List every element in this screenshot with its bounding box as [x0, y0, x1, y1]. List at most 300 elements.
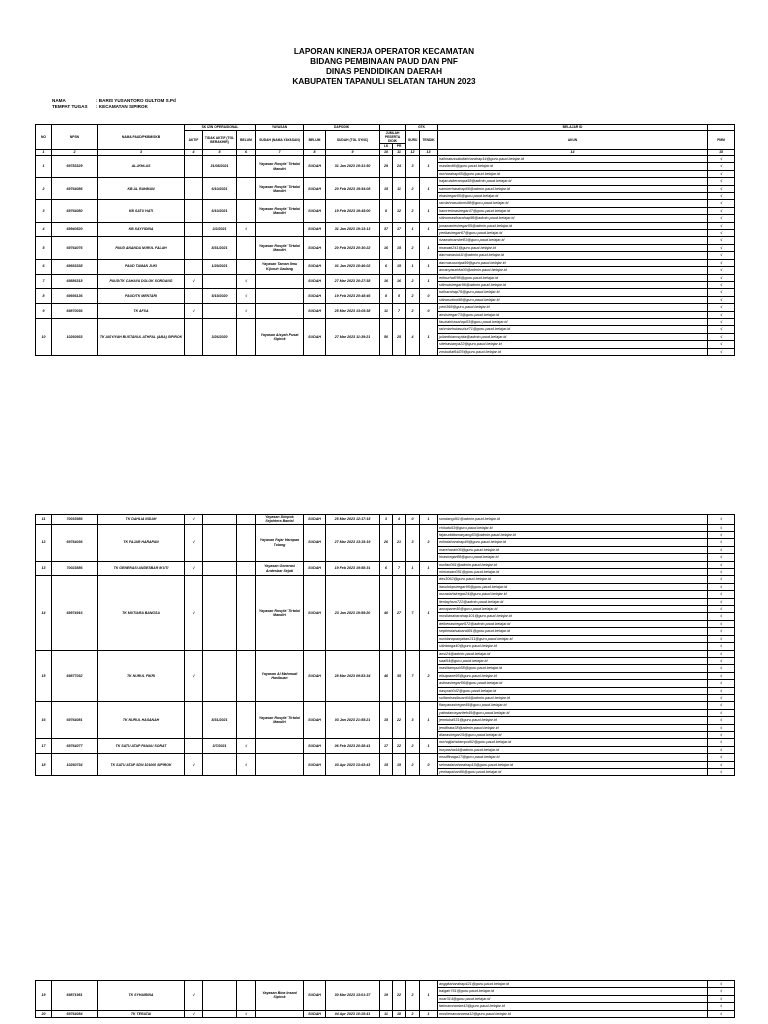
row-sk-tidak-aktif: 3/7/2021: [203, 739, 237, 754]
row-akun: erlinurhaR95@guru.paud.belajar.id: [438, 274, 708, 281]
row-akun: sitinurnasiharahap98@admin.paud.belajar.id: [438, 215, 708, 222]
row-pr: 5: [393, 289, 406, 304]
row-pmm-check: √: [708, 988, 735, 995]
row-pr: 21: [393, 524, 406, 561]
row-sk-belum: [237, 650, 256, 702]
row-pmm-check: √: [708, 628, 735, 635]
row-pr: 18: [393, 1010, 406, 1017]
row-pr: 22: [393, 702, 406, 739]
row-sync-date: 25 Mar 2023 12:17:15: [326, 515, 380, 525]
row-no: 12: [36, 524, 52, 561]
row-sk-tidak-aktif: [203, 304, 237, 319]
row-npsn: 69764081: [52, 702, 98, 739]
row-sync-date: 27 Mar 2023 11:39:21: [326, 318, 380, 355]
row-sk-tidak-aktif: 6/10/2021: [203, 200, 237, 222]
row-sk-aktif: √: [185, 754, 203, 776]
row-dapodik-status: SUDAH: [304, 259, 326, 274]
row-pmm-check: √: [708, 643, 735, 650]
row-pmm-check: √: [708, 185, 735, 192]
row-tendik: 0: [420, 754, 438, 776]
row-sk-belum: √: [237, 754, 256, 776]
row-akun: samberharahap66@admin.paud.belajar.id: [438, 185, 708, 192]
row-no: 17: [36, 739, 52, 754]
row-sk-aktif: [185, 259, 203, 274]
row-guru: 2: [406, 178, 420, 200]
col-pr: PR: [393, 144, 406, 150]
row-guru: 7: [406, 576, 420, 650]
row-sk-belum: [237, 156, 256, 178]
row-dapodik-status: SUDAH: [304, 650, 326, 702]
meta-tempat-value: : KECAMATAN SIPIROK: [96, 104, 148, 109]
row-dapodik-status: SUDAH: [304, 524, 326, 561]
row-pr: 35: [393, 650, 406, 702]
row-sk-aktif: [185, 739, 203, 754]
table-row: [36, 156, 735, 163]
row-dapodik-status: SUDAH: [304, 237, 326, 259]
row-dapodik-status: SUDAH: [304, 200, 326, 222]
row-yayasan: Yayasan Bina Insani Sipirok: [256, 981, 304, 1011]
row-no: 3: [36, 200, 52, 222]
row-sk-belum: [237, 200, 256, 222]
row-yayasan: Yayasan Taman Ilmu Kijuruh Gadang: [256, 259, 304, 274]
row-yayasan: Yayasan Aisyah Pusat Sipirok: [256, 318, 304, 355]
row-akun: nuraziahsiregar24@guru.paud.belajar.id: [438, 591, 708, 598]
row-akun: elisapane95@guru.paud.belajar.id: [438, 672, 708, 679]
row-dapodik-status: SUDAH: [304, 178, 326, 200]
row-sk-belum: [237, 702, 256, 739]
row-npsn: 69764080: [52, 200, 98, 222]
report-table-page-2: [35, 514, 735, 776]
row-pmm-check: √: [708, 200, 735, 207]
row-pr: 25: [393, 318, 406, 355]
row-pmm-check: √: [708, 274, 735, 281]
row-pmm-check: √: [708, 281, 735, 288]
row-lk: 17: [380, 739, 393, 754]
row-akun: rahmiarhutasuhut71@guru.paud.belajar.id: [438, 326, 708, 333]
col-gtk: GTK: [406, 125, 438, 131]
row-sk-tidak-aktif: 3/26/2020: [203, 318, 237, 355]
row-pmm-check: √: [708, 348, 735, 355]
row-yayasan: [256, 289, 304, 304]
row-pmm-check: √: [708, 333, 735, 340]
row-yayasan: Yayasan Rosyfa' Tirtaloi Mandiri: [256, 200, 304, 222]
row-akun: sondang461@admin.paud.belajar.id: [438, 515, 708, 525]
row-nama: KB SATU HATI: [98, 200, 185, 222]
col-tendik: TENDIK: [420, 131, 438, 150]
idx-cell: 3: [98, 150, 185, 156]
row-tendik: 1: [420, 156, 438, 178]
row-yayasan: Yayasan Rosyfa' Tirtaloi Mandiri: [256, 156, 304, 178]
row-pr: 12: [393, 200, 406, 222]
row-tendik: 0: [420, 304, 438, 319]
idx-cell: 4: [185, 150, 203, 156]
table-row: [36, 702, 735, 709]
row-guru: 2: [406, 289, 420, 304]
idx-cell: 7: [256, 150, 304, 156]
idx-cell: 9: [326, 150, 380, 156]
row-sync-date: 23 Jan 2023 19:59:20: [326, 576, 380, 650]
row-pr: 7: [393, 561, 406, 576]
row-akun: astinasiregar56@guru.paud.belajar.id: [438, 680, 708, 687]
col-sk: SK IZIN OPERASIONAL: [185, 125, 256, 131]
row-akun: saal54@guru.paud.belajar.id: [438, 657, 708, 664]
row-dapodik-status: SUDAH: [304, 515, 326, 525]
row-sk-aktif: √: [185, 524, 203, 561]
row-sync-date: 20 Feb 2023 19:54:08: [326, 178, 380, 200]
row-akun: jennluka531@guru.paud.belajar.id: [438, 717, 708, 724]
row-pmm-check: √: [708, 981, 735, 988]
row-pmm-check: √: [708, 769, 735, 776]
row-npsn: 69877032: [52, 650, 98, 702]
row-nama: TK SYHAIRINA: [98, 981, 185, 1011]
row-sk-aktif: √: [185, 274, 203, 289]
row-sk-aktif: [185, 222, 203, 237]
row-guru: 1: [406, 222, 420, 237]
row-npsn: 70033986: [52, 515, 98, 525]
row-pmm-check: √: [708, 754, 735, 761]
row-no: 16: [36, 702, 52, 739]
row-pmm-check: √: [708, 657, 735, 664]
row-pr: 7: [393, 304, 406, 319]
col-guru: GURU: [406, 131, 420, 150]
row-guru: 2: [406, 981, 420, 1011]
row-pmm-check: √: [708, 680, 735, 687]
row-pr: 27: [393, 576, 406, 650]
row-dapodik-status: SUDAH: [304, 576, 326, 650]
row-sk-tidak-aktif: [203, 561, 237, 576]
row-pmm-check: √: [708, 687, 735, 694]
row-nama: TK GENERASI ANDESBAR IKUTI: [98, 561, 185, 576]
col-tidak-aktif: TIDAK AKTIF (TGL BERAKHIR): [203, 131, 237, 150]
row-pmm-check: √: [708, 635, 735, 642]
row-lk: 50: [380, 318, 393, 355]
row-akun: yatindamayariteh45@guru.paud.belajar.id: [438, 709, 708, 716]
row-pr: 4: [393, 515, 406, 525]
row-nama: AL-IKHLAS: [98, 156, 185, 178]
row-lk: 3: [380, 515, 393, 525]
row-sync-date: 19 Feb 2023 20:48:46: [326, 289, 380, 304]
row-nama: TK MUTIARA BANGSA: [98, 576, 185, 650]
row-dapodik-status: SUDAH: [304, 739, 326, 754]
row-guru: 2: [406, 237, 420, 259]
idx-cell: 5: [203, 150, 237, 156]
meta-tempat: [52, 104, 148, 109]
col-pmm: PMM: [708, 131, 735, 150]
row-no: 7: [36, 274, 52, 289]
table-row: [36, 576, 735, 583]
row-npsn: 69783329: [52, 156, 98, 178]
row-lk: 19: [380, 981, 393, 1011]
row-nama: PAUD/TK CAHAYA DOLOK SORDANG: [98, 274, 185, 289]
row-sk-tidak-aktif: 8/31/2021: [203, 702, 237, 739]
row-sync-date: 19 Feb 2023 19:58:31: [326, 561, 380, 576]
row-akun: jonawaniesiregar55@admin.paud.belajar.id: [438, 222, 708, 229]
row-lk: 6: [380, 561, 393, 576]
row-lk: 16: [380, 237, 393, 259]
idx-cell: 11: [393, 150, 406, 156]
row-lk: 15: [380, 702, 393, 739]
row-akun: fianyanasiregar45@guru.paud.belajar.id: [438, 702, 708, 709]
row-yayasan: Yayasan Fajar Harapan Tolang: [256, 524, 304, 561]
col-nama: NAMA PAUD/PKBM/SKB: [98, 125, 185, 150]
row-sk-tidak-aktif: [203, 515, 237, 525]
row-akun: des3062@guru.paud.belajar.id: [438, 576, 708, 583]
row-sk-belum: [237, 524, 256, 561]
row-pmm-check: √: [708, 237, 735, 244]
row-sync-date: 03 Jan 2023 21:55:21: [326, 702, 380, 739]
row-pmm-check: √: [708, 591, 735, 598]
row-pmm-check: √: [708, 761, 735, 768]
row-tendik: 2: [420, 524, 438, 561]
meta-nama: [52, 98, 176, 103]
row-guru: 1: [406, 259, 420, 274]
row-lk: 40: [380, 576, 393, 650]
row-sync-date: 31 Jan 2023 19:13:13: [326, 222, 380, 237]
row-pmm-check: √: [708, 672, 735, 679]
row-tendik: 1: [420, 1010, 438, 1017]
row-pmm-check: √: [708, 746, 735, 753]
row-lk: 16: [380, 274, 393, 289]
row-dapodik-status: SUDAH: [304, 156, 326, 178]
col-no: NO: [36, 125, 52, 150]
row-lk: 8: [380, 289, 393, 304]
report-title-line-2: BIDANG PEMBINAAN PAUD DAN PNF: [310, 57, 458, 66]
row-pr: 17: [393, 222, 406, 237]
row-lk: 15: [380, 754, 393, 776]
row-pmm-check: √: [708, 311, 735, 318]
row-pr: 15: [393, 259, 406, 274]
row-nama: TK NURUL FIKRI: [98, 650, 185, 702]
row-pmm-check: √: [708, 583, 735, 590]
row-sk-belum: [237, 178, 256, 200]
row-sk-aktif: [185, 200, 203, 222]
row-sk-belum: √: [237, 739, 256, 754]
row-pmm-check: √: [708, 620, 735, 627]
row-sk-aktif: [185, 702, 203, 739]
row-no: 20: [36, 1010, 52, 1017]
table-row: [36, 289, 735, 296]
row-lk: 26: [380, 524, 393, 561]
row-tendik: 1: [420, 178, 438, 200]
row-pmm-check: √: [708, 650, 735, 657]
row-pmm-check: √: [708, 318, 735, 325]
row-sk-belum: [237, 259, 256, 274]
row-pmm-check: √: [708, 163, 735, 170]
row-pmm-check: √: [708, 1003, 735, 1010]
row-pmm-check: √: [708, 156, 735, 163]
row-sk-aktif: √: [185, 981, 203, 1011]
row-pr: 11: [393, 178, 406, 200]
idx-cell: 2: [52, 150, 98, 156]
row-nama: PAUD ANANDA NURUL FALAH: [98, 237, 185, 259]
row-akun: nurharahap65@guru.paud.belajar.id: [438, 170, 708, 177]
row-pmm-check: √: [708, 709, 735, 716]
row-sync-date: 27 Mar 2023 20:27:38: [326, 274, 380, 289]
row-dapodik-status: SUDAH: [304, 702, 326, 739]
row-sk-belum: √: [237, 1010, 256, 1017]
row-akun: nissiffinaga17@guru.paud.belajar.id: [438, 754, 708, 761]
row-akun: dianasiregar15@guru.paud.belajar.id: [438, 731, 708, 738]
row-akun: hajarulsiterampa58@admin.paud.belajar.id: [438, 178, 708, 185]
table-row: [36, 981, 735, 988]
row-yayasan: [256, 274, 304, 289]
row-pmm-check: √: [708, 252, 735, 259]
row-dapodik-status: SUDAH: [304, 754, 326, 776]
row-akun: darmasusoripa99@guru.paud.belajar.id: [438, 259, 708, 266]
row-akun: amanyaszirita00@admin.paud.belajar.id: [438, 267, 708, 274]
table-body-page-2: [36, 515, 735, 776]
row-tendik: 1: [420, 318, 438, 355]
row-pmm-check: √: [708, 515, 735, 525]
row-tendik: 0: [420, 289, 438, 304]
row-yayasan: [256, 754, 304, 776]
row-lk: 46: [380, 650, 393, 702]
row-akun: moslianaharahap101@guru.paud.belajar.id: [438, 613, 708, 620]
row-sk-aktif: [185, 237, 203, 259]
row-akun: rizawahrambe81@guru.paud.belajar.id: [438, 237, 708, 244]
row-akun: hurpasha44@admin.paud.belajar.id: [438, 746, 708, 753]
row-nama: TK TERATAI: [98, 1010, 185, 1017]
row-akun: ansisiregar73@guru.paud.belajar.id: [438, 311, 708, 318]
row-akun: julianthiarosyida@admin.paud.belajar.id: [438, 333, 708, 340]
row-sk-tidak-aktif: 5/19/2020: [203, 289, 237, 304]
row-nama: TK SATU ATAP SDN 101000 SIPIROK: [98, 754, 185, 776]
row-nama: PAUD/TK MENTARI: [98, 289, 185, 304]
row-sk-belum: [237, 237, 256, 259]
row-sk-tidak-aktif: 8/31/2021: [203, 237, 237, 259]
row-pmm-check: √: [708, 739, 735, 746]
row-sk-tidak-aktif: [203, 524, 237, 561]
row-npsn: 69974916: [52, 576, 98, 650]
row-guru: 2: [406, 274, 420, 289]
row-pmm-check: √: [708, 731, 735, 738]
row-sk-tidak-aktif: 31/08/2021: [203, 156, 237, 178]
row-tendik: 1: [420, 515, 438, 525]
row-guru: 0: [406, 515, 420, 525]
row-akun: hamreninasiregar47@guru.paud.belajar.id: [438, 207, 708, 214]
row-sk-tidak-aktif: 6/10/2021: [203, 178, 237, 200]
row-akun: rinawati241@guru.paud.belajar.id: [438, 244, 708, 251]
row-akun: itasulokpsiregar95@guru.paud.belajar.id: [438, 583, 708, 590]
row-sk-tidak-aktif: [203, 274, 237, 289]
row-guru: 7: [406, 650, 420, 702]
row-sk-aktif: [185, 289, 203, 304]
row-npsn: 70023886: [52, 561, 98, 576]
row-lk: 29: [380, 156, 393, 178]
idx-cell: 8: [304, 150, 326, 156]
row-npsn: 10260933: [52, 318, 98, 355]
table-row: [36, 178, 735, 185]
row-nama: TK SATU ATAP PANAU SORAT: [98, 739, 185, 754]
row-npsn: 69871951: [52, 981, 98, 1011]
row-akun: nuridanapanjaitan211@guru.paud.belajar.id: [438, 635, 708, 642]
row-akun: septimdalsabaraii91@guru.paud.belajar.id: [438, 628, 708, 635]
row-dapodik-status: SUDAH: [304, 222, 326, 237]
row-tendik: 1: [420, 237, 438, 259]
idx-cell: 1: [36, 150, 52, 156]
row-pmm-check: √: [708, 606, 735, 613]
row-pmm-check: √: [708, 539, 735, 546]
idx-cell: 14: [438, 150, 708, 156]
col-jumlah: JUMLAH PESERTA DIDIK: [380, 131, 406, 144]
row-akun: tutiharahap76@guru.paud.belajar.id: [438, 289, 708, 296]
row-sync-date: 20 Feb 2023 20:30:22: [326, 237, 380, 259]
row-npsn: 69764084: [52, 1010, 98, 1017]
row-lk: 8: [380, 200, 393, 222]
row-pmm-check: √: [708, 546, 735, 553]
row-akun: ansi24@admin.paud.belajar.id: [438, 650, 708, 657]
table-row: [36, 222, 735, 229]
row-no: 18: [36, 754, 52, 776]
row-akun: chiludu53@guru.paud.belajar.id: [438, 524, 708, 531]
row-pmm-check: √: [708, 532, 735, 539]
col-belum: BELUM: [237, 131, 256, 150]
row-sk-tidak-aktif: [203, 1010, 237, 1017]
row-tendik: 1: [420, 222, 438, 237]
row-guru: 3: [406, 156, 420, 178]
row-sync-date: 31 Jan 2023 19:31:50: [326, 156, 380, 178]
row-npsn: 69764076: [52, 237, 98, 259]
row-pmm-check: √: [708, 702, 735, 709]
table-row: [36, 259, 735, 266]
table-row: [36, 524, 735, 531]
row-akun: jendihata38@admin.paud.belajar.id: [438, 724, 708, 731]
report-title-line-3: DINAS PENDIDIKAN DAERAH: [326, 67, 442, 76]
row-akun: yeni368@guru.paud.belajar.id: [438, 304, 708, 311]
row-nama: TK AISYIYAH BUSTANUL ATHFAL (ABA) SIPIROK: [98, 318, 185, 355]
row-yayasan: Yayasan Rosyfa' Tirtaloi Mandiri: [256, 576, 304, 650]
row-lk: 11: [380, 304, 393, 319]
row-pmm-check: √: [708, 193, 735, 200]
row-sync-date: 19 Feb 2023 19:45:00: [326, 200, 380, 222]
row-npsn: 10260734: [52, 754, 98, 776]
row-npsn: 69764077: [52, 739, 98, 754]
row-sk-aktif: [185, 156, 203, 178]
row-akun: znstudiaf64l25@guru.paud.belajar.id: [438, 348, 708, 355]
row-tendik: 1: [420, 739, 438, 754]
row-sk-aktif: √: [185, 515, 203, 525]
row-dapodik-status: SUDAH: [304, 1010, 326, 1017]
table-row: [36, 739, 735, 746]
idx-cell: 12: [406, 150, 420, 156]
row-pmm-check: √: [708, 296, 735, 303]
row-akun: moslienamanarna12@guru.paud.belajar.id: [438, 1010, 708, 1017]
col-lk: LK: [380, 144, 393, 150]
row-pmm-check: √: [708, 207, 735, 214]
row-pmm-check: √: [708, 613, 735, 620]
row-npsn: 69764086: [52, 178, 98, 200]
table-row: [36, 200, 735, 207]
row-sync-date: 01 Jan 2023 18:46:02: [326, 259, 380, 274]
row-akun: halimatussakdiahharahap14@guru.paud.belajar.id: [438, 156, 708, 163]
row-akun: balgah761@guru.paud.belajar.id: [438, 988, 708, 995]
row-pmm-check: √: [708, 524, 735, 531]
row-guru: 1: [406, 561, 420, 576]
row-sk-belum: √: [237, 222, 256, 237]
row-sk-aktif: [185, 178, 203, 200]
row-pmm-check: √: [708, 259, 735, 266]
row-sync-date: 25 Mar 2023 13:05:38: [326, 304, 380, 319]
row-lk: 6: [380, 259, 393, 274]
row-akun: fauziahhasahap53@guru.paud.belajar.id: [438, 318, 708, 325]
row-pr: 16: [393, 274, 406, 289]
row-sk-belum: [237, 561, 256, 576]
row-sk-aktif: √: [185, 1010, 203, 1017]
row-akun: nurhajijahsitampul62@guru.paud.belajar.id: [438, 739, 708, 746]
row-sync-date: 27 Mar 2023 13:15:19: [326, 524, 380, 561]
row-dapodik-status: SUDAH: [304, 304, 326, 319]
row-akun: yenltasiregar67@guru.paud.belajar.id: [438, 230, 708, 237]
